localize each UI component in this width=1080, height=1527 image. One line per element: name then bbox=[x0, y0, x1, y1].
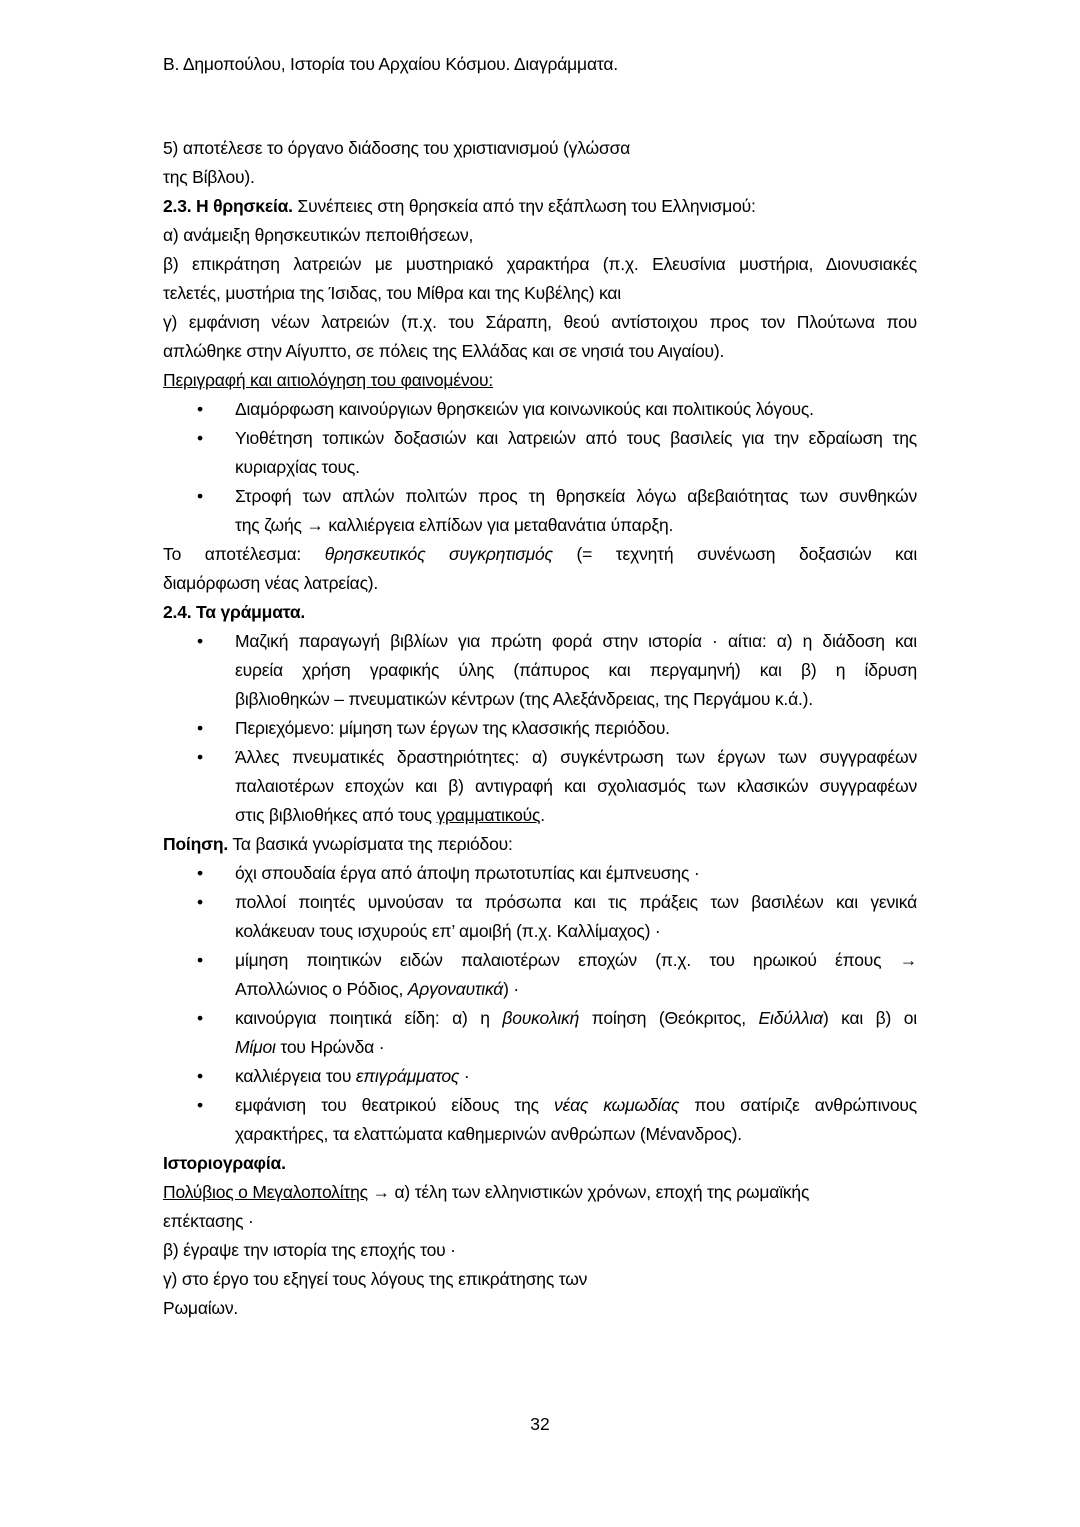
letters-bullet-3-term: γραμματικούς bbox=[436, 805, 541, 825]
poetry-bullet-4-seg2: ποίηση (Θεόκριτος, bbox=[579, 1008, 759, 1028]
poetry-bullet-4-seg1: καινούργια ποιητικά είδη: α) η bbox=[235, 1008, 503, 1028]
document-title: Β. Δημοπούλου, Ιστορία του Αρχαίου Κόσμου. Διαγράμματα. bbox=[163, 54, 618, 74]
religion-result-prefix: Το αποτέλεσμα: bbox=[163, 544, 325, 564]
letters-bullet-1-line3: βιβλιοθηκών – πνευματικών κέντρων (της Αλεξάνδρειας, της Περγάμου κ.ά.). bbox=[235, 689, 813, 709]
poetry-bullet-3-suffix: ) · bbox=[503, 979, 519, 999]
letters-bullet-3-suffix: . bbox=[540, 805, 545, 825]
religion-result-term: θρησκευτικός συγκρητισμός bbox=[324, 544, 553, 564]
poetry-bullet-1 bbox=[235, 859, 917, 888]
section-religion bbox=[163, 192, 917, 598]
section-letters-heading: 2.4. Τα γράμματα. bbox=[163, 602, 306, 622]
historiography-line5: Ρωμαίων. bbox=[163, 1298, 239, 1318]
historiography-author: Πολύβιος ο Μεγαλοπολίτης bbox=[163, 1182, 368, 1202]
poetry-bullet-4-line2-rest: του Ηρώνδα · bbox=[275, 1037, 385, 1057]
historiography-line1 bbox=[163, 1178, 917, 1207]
religion-result-line2: διαμόρφωση νέας λατρείας). bbox=[163, 573, 379, 593]
poetry-heading bbox=[163, 830, 917, 859]
poetry-bullet-3-prefix: Απολλώνιος ο Ρόδιος, bbox=[235, 979, 408, 999]
numbered-item-5-line2: της Βίβλου). bbox=[163, 167, 255, 187]
numbered-item-5 bbox=[163, 134, 917, 192]
letters-bullet-1-line2: ευρεία χρήση γραφικής ύλης (πάπυρος και περγαμηνή) και β) η ίδρυση bbox=[235, 660, 917, 680]
religion-point-c-line1: γ) εμφάνιση νέων λατρειών (π.χ. του Σάραπη, θεού αντίστοιχου προς τον Πλούτωνα που bbox=[163, 312, 917, 332]
poetry-bullet-6-line1 bbox=[235, 1091, 917, 1120]
poetry-bullet-3 bbox=[235, 946, 917, 1004]
letters-bullet-3-line2: παλαιοτέρων εποχών και β) αντιγραφή και σχολιασμός των κλασικών συγγραφέων bbox=[235, 776, 917, 796]
religion-bullet-2 bbox=[235, 424, 917, 482]
historiography-line2: επέκτασης · bbox=[163, 1211, 254, 1231]
poetry-bullet-6-line2: χαρακτήρες, τα ελαττώματα καθημερινών ανθρώπων (Μένανδρος). bbox=[235, 1124, 742, 1144]
poetry-bullet-5-term: επιγράμματος bbox=[355, 1066, 460, 1086]
historiography-line4: γ) στο έργο του εξηγεί τους λόγους της επικράτησης των bbox=[163, 1269, 588, 1289]
poetry-bullet-4-line2 bbox=[235, 1033, 917, 1062]
poetry-bullet-3-line1: • μίμηση ποιητικών ειδών παλαιοτέρων εποχών (π.χ. του ηρωικού έπους → bbox=[235, 950, 917, 970]
letters-bullet-list bbox=[163, 627, 917, 830]
poetry-bullet-1-text: • όχι σπουδαία έργα από άποψη πρωτοτυπίας και έμπνευσης · bbox=[235, 863, 700, 883]
poetry-bullet-4-term2: Ειδύλλια bbox=[758, 1008, 823, 1028]
letters-bullet-1-line1: • Μαζική παραγωγή βιβλίων για πρώτη φορά στην ιστορία · αίτια: α) η διάδοση και bbox=[235, 631, 917, 651]
poetry-bullet-list bbox=[163, 859, 917, 1149]
poetry-bullet-2 bbox=[235, 888, 917, 946]
religion-subheading-text: Περιγραφή και αιτιολόγηση του φαινομένου: bbox=[163, 370, 494, 390]
religion-point-b-line2: τελετές, μυστήρια της Ίσιδας, του Μίθρα και της Κυβέλης) και bbox=[163, 283, 621, 303]
letters-bullet-3-prefix: στις βιβλιοθήκες από τους bbox=[235, 805, 437, 825]
letters-bullet-3-line1: • Άλλες πνευματικές δραστηριότητες: α) συγκέντρωση των έργων των συγγραφέων bbox=[235, 747, 917, 767]
religion-result-rest: (= τεχνητή συνένωση δοξασιών και bbox=[552, 544, 918, 564]
poetry-bullet-2-line2: κολάκευαν τους ισχυρούς επ’ αμοιβή (π.χ. Καλλίμαχος) · bbox=[235, 921, 661, 941]
poetry-bullet-5-prefix: καλλιέργεια του bbox=[235, 1066, 356, 1086]
religion-result-line1 bbox=[163, 540, 917, 569]
historiography-heading: Ιστοριογραφία. bbox=[163, 1153, 286, 1173]
section-religion-heading-text: Συνέπειες στη θρησκεία από την εξάπλωση του Ελληνισμού: bbox=[292, 196, 756, 216]
poetry-bullet-5-text bbox=[235, 1062, 917, 1091]
religion-bullet-2-line1: • Υιοθέτηση τοπικών δοξασιών και λατρειών από τους βασιλείς για την εδραίωση της bbox=[235, 428, 917, 448]
poetry-bullet-3-line2 bbox=[235, 975, 917, 1004]
page-number: 32 bbox=[530, 1414, 550, 1434]
religion-point-a: α) ανάμειξη θρησκευτικών πεποιθήσεων, bbox=[163, 225, 474, 245]
letters-bullet-1 bbox=[235, 627, 917, 714]
poetry-bullet-4-term1: βουκολική bbox=[502, 1008, 580, 1028]
poetry-bullet-6-suffix: που σατίριζε ανθρώπινους bbox=[679, 1095, 917, 1115]
poetry-bullet-4 bbox=[235, 1004, 917, 1062]
letters-bullet-3-line3 bbox=[235, 801, 917, 830]
poetry-heading-text: Τα βασικά γνωρίσματα της περιόδου: bbox=[228, 834, 513, 854]
religion-bullet-2-line2: κυριαρχίας τους. bbox=[235, 457, 360, 477]
section-letters bbox=[163, 598, 917, 1149]
historiography-line3: β) έγραψε την ιστορία της εποχής του · bbox=[163, 1240, 456, 1260]
poetry-bullet-6-prefix: εμφάνιση του θεατρικού είδους της bbox=[235, 1095, 555, 1115]
section-historiography bbox=[163, 1149, 917, 1323]
historiography-line1-rest: → α) τέλη των ελληνιστικών χρόνων, εποχή της ρωμαϊκής bbox=[367, 1182, 810, 1202]
religion-bullet-3 bbox=[235, 482, 917, 540]
section-religion-number: 2.3. Η θρησκεία. bbox=[163, 196, 293, 216]
poetry-bullet-2-line1: • πολλοί ποιητές υμνούσαν τα πρόσωπα και τις πράξεις των βασιλέων και γενικά bbox=[235, 892, 917, 912]
religion-point-c-line2: απλώθηκε στην Αίγυπτο, σε πόλεις της Ελλάδας και σε νησιά του Αιγαίου). bbox=[163, 341, 725, 361]
poetry-heading-bold: Ποίηση. bbox=[163, 834, 229, 854]
letters-bullet-2-text: • Περιεχόμενο: μίμηση των έργων της κλασσικής περιόδου. bbox=[235, 718, 670, 738]
poetry-bullet-6-term: νέας κωμωδίας bbox=[554, 1095, 680, 1115]
religion-point-b-line1: β) επικράτηση λατρειών με μυστηριακό χαρακτήρα (π.χ. Ελευσίνια μυστήρια, Διονυσιακές bbox=[163, 254, 917, 274]
poetry-bullet-5-suffix: · bbox=[459, 1066, 470, 1086]
letters-bullet-3 bbox=[235, 743, 917, 830]
numbered-item-5-line1: 5) αποτέλεσε το όργανο διάδοσης του χριστιανισμού (γλώσσα bbox=[163, 138, 631, 158]
poetry-bullet-6 bbox=[235, 1091, 917, 1149]
religion-bullet-list bbox=[163, 395, 917, 540]
poetry-bullet-4-term3: Μίμοι bbox=[235, 1037, 276, 1057]
religion-bullet-3-line1: • Στροφή των απλών πολιτών προς τη θρησκεία λόγω αβεβαιότητας των συνθηκών bbox=[235, 486, 917, 506]
religion-bullet-3-line2: της ζωής → καλλιέργεια ελπίδων για μεταθανάτια ύπαρξη. bbox=[235, 515, 674, 535]
poetry-bullet-5 bbox=[235, 1062, 917, 1091]
section-religion-heading bbox=[163, 192, 917, 221]
religion-bullet-1 bbox=[235, 395, 917, 424]
poetry-bullet-3-title: Αργοναυτικά bbox=[407, 979, 504, 999]
poetry-bullet-4-line1 bbox=[235, 1004, 917, 1033]
letters-bullet-2 bbox=[235, 714, 917, 743]
religion-subheading bbox=[163, 366, 917, 395]
poetry-bullet-4-seg3: ) και β) οι bbox=[822, 1008, 917, 1028]
religion-bullet-1-text: • Διαμόρφωση καινούργιων θρησκειών για κοινωνικούς και πολιτικούς λόγους. bbox=[235, 399, 814, 419]
